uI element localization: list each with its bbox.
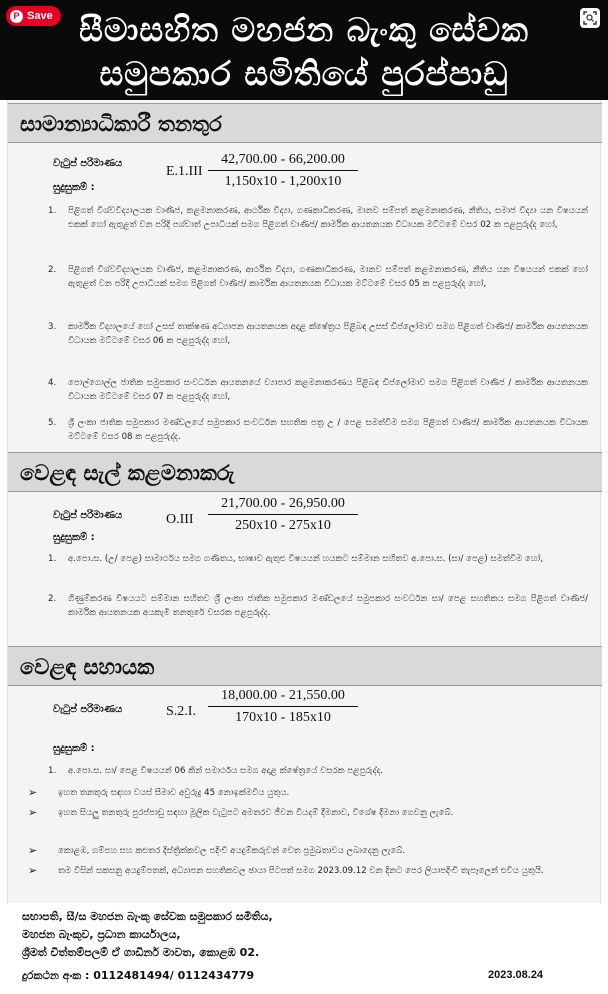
section-shop-manager [8, 452, 602, 492]
pinterest-icon: P [10, 10, 23, 23]
salary-fraction [208, 152, 358, 190]
header-banner [0, 0, 608, 100]
salary-increments: 170x10 - 185x10 [235, 710, 331, 725]
item-number: 1. [48, 554, 57, 564]
headline-line-1: සීමාසහිත මහජන බැංකු සේවක [79, 10, 529, 49]
arrow-bullet-icon: ➢ [28, 786, 38, 799]
section-general-manager [8, 103, 602, 143]
note-text: ඉහත තනතුරු සඳහා වයස් සීමාව අවුරුදු 45 නොඉක්මවිය යුතුය. [58, 788, 290, 798]
item-number: 1. [48, 766, 57, 776]
item-number: 2. [48, 594, 57, 604]
list-item [48, 592, 588, 620]
list-item [48, 320, 588, 348]
qualifications-label: සුදුසුකම් : [53, 182, 95, 193]
publish-date: 2023.08.24 [488, 969, 544, 981]
address-line-3: ශ්‍රීමත් චිත්තම්පලම් ඒ ගාඩිනර් මාවත, කොළඹ 02. [22, 946, 260, 959]
item-number: 2. [48, 265, 57, 275]
salary-scale-label: වැටුප් පරිමාණය [53, 704, 123, 715]
salary-fraction [208, 496, 358, 534]
salary-range: 18,000.00 - 21,550.00 [208, 688, 358, 707]
arrow-bullet-icon: ➢ [28, 864, 38, 877]
arrow-bullet-icon: ➢ [28, 844, 38, 857]
salary-grade: S.2.I. [166, 704, 196, 719]
salary-scale-label: වැටුප් පරිමාණය [53, 510, 123, 521]
item-text: අ.පො.ස. සා/ පෙළ විෂයයන් 06 කින් සමාර්ථය සමග අදාළ ක්ෂේත්‍රයේ වසරක පළපුරුද්ද. [68, 766, 384, 776]
note-item [28, 864, 590, 878]
save-label: Save [27, 10, 53, 22]
note-item [28, 806, 590, 820]
note-item [28, 786, 590, 800]
section-title: වෙළඳ සැල් කළමනාකරු [20, 461, 235, 485]
section-title: සාමාන්‍යාධිකාරී තනතුර [20, 112, 222, 136]
vacancy-content [7, 100, 601, 903]
list-item [48, 416, 588, 444]
note-item [28, 844, 590, 858]
note-text: ඉහත සියලු තනතුරු පුරප්පාඩු සඳහා මූලික වැටුපට අමතරව ජීවන වියදම් දීමනාව, විශේෂ දීමනා ගෙවනු ලැබේ. [58, 808, 454, 818]
arrow-bullet-icon: ➢ [28, 806, 38, 819]
salary-scale-label: වැටුප් පරිමාණය [53, 158, 123, 169]
item-text: පිළිගත් විශ්වවිද්‍යාලයක වාණිජ, කළමනාකරණ, ආර්ථික විද්‍යා, ගණකාධිකරණ, මානව සම්පත් කළමනාකරණ, නීතිය, සමාජ විද්‍යා යන විෂයයන් එකක් හෝ ඇතුළත් වන පරිදි පශ්චාත් උපාධියක් සමග පිළිගත් වාණිජ/ කාර්මික ආයතනයක විධායක මට්ටමේ වසර 02 ක පළපුරුද්ද හෝ, [68, 206, 588, 230]
item-text: අ.පො.ස. (උ/ පෙළ) සාමාර්ථය සමග ගණිතය, භාෂාව ඇතුළු විෂයයන් හයකට සම්මාන සහිතව අ.පො.ස. (සා/ පෙළ) සමත්වීම හෝ, [68, 554, 544, 564]
item-number: 3. [48, 322, 57, 332]
item-number: 4. [48, 378, 57, 388]
salary-range: 42,700.00 - 66,200.00 [208, 152, 358, 171]
headline-line-2: සමුපකාර සමිතියේ පුරප්පාඩු [99, 54, 509, 93]
qualifications-label: සුදුසුකම් : [53, 532, 95, 543]
salary-range: 21,700.00 - 26,950.00 [208, 496, 358, 515]
item-text: කාර්මික විද්‍යාලයේ හෝ උසස් තාක්ෂණ අධ්‍යාපන ආයතනයක අදාළ ක්ෂේත්‍රය පිළිබඳ උසස් ඩිප්ලෝමාව සමග පිළිගත් වාණිජ/ කාර්මික ආයතනයක විධායක මට්ටමේ වසර 06 ක පළපුරුද්ද හෝ, [68, 322, 588, 346]
list-item [48, 263, 588, 291]
item-text: ශ්‍රී ලංකා ජාතික සමුපකාර මණ්ඩලයේ සමුපකාර සංවර්ධන සහතික පත්‍ර උ / පෙළ සමත්වීම සමග පිළිගත් වාණිජ/ කාර්මික ආයතනයක විධායක මට්ටමේ වසර 08 ක පළපුරුද්ද. [68, 418, 588, 442]
item-text: ගිණුම්කරණ විෂයයට සම්මාන සහිතව ශ්‍රී ලංකා ජාතික සමුපකාර මණ්ඩලයේ සමුපකාර සංවර්ධන සා/ පෙළ සහතිකය සමග පිළිගත් වාණිජ/ කාර්මික ආයතනයක අයකැමි තනතුරේ වසරක පළපුරුද්ද. [68, 594, 588, 618]
note-text: කොළඹ, ගම්පහ සහ කළුතර දිස්ත්‍රික්කවල පදිංචි අයදුම්කරුවන් වෙත ප්‍රමුඛතාවය ලබාදෙනු ලැබේ. [58, 846, 406, 856]
salary-grade: O.III [166, 512, 194, 527]
salary-increments: 250x10 - 275x10 [235, 518, 331, 533]
item-number: 1. [48, 206, 57, 216]
contact-footer [0, 903, 608, 994]
list-item [48, 552, 588, 566]
list-item [48, 376, 588, 404]
salary-increments: 1,150x10 - 1,200x10 [224, 174, 342, 189]
phone-numbers: දුරකථන අංක : 0112481494/ 0112434779 [22, 969, 255, 982]
address-line-2: මහජන බැංකුව, ප්‍රධාන කාර්යාලය, [22, 928, 181, 941]
section-sales-assistant [8, 646, 602, 686]
item-number: 5. [48, 418, 57, 428]
address-line-1: සභාපති, සී/ස මහජන බැංකු සේවක සමුපකාර සමිතිය, [22, 910, 273, 923]
salary-grade: E.1.III [166, 164, 203, 179]
salary-fraction [208, 688, 358, 726]
qualifications-label: සුදුසුකම් : [53, 743, 95, 754]
list-item [48, 764, 588, 778]
item-text: පොල්ගොල්ල ජාතික සමුපකාර සංවර්ධන ආයතනයේ ව්‍යාපාර කළමනාකරණය පිළිබඳ ඩිප්ලෝමාව සමග පිළිගත් වාණිජ / කාර්මික ආයතනයක විධායක මට්ටමේ වසර 07 ක පළපුරුද්ද හෝ, [68, 378, 588, 402]
note-text: තම විසින් සකසනු අයදුම්පතක්, අධ්‍යාපන සහතිකවල ඡායා පිටපත් සමග 2023.09.12 වන දිනට පෙර ලියාපදිංචි තැපෑලෙන් එවිය යුතුයි. [58, 866, 544, 876]
list-item [48, 204, 588, 232]
item-text: පිළිගත් විශ්වවිද්‍යාලයක වාණිජ, කළමනාකරණ, ආර්ථික විද්‍යා, ගණකාධිකරණ, මානව සම්පත් කළමනාකරණ, නීතිය යන විෂයයන් එකක් හෝ ඇතුළත් වන පරිදි උපාධියක් සමග පිළිගත් වාණිජ/ කාර්මික ආයතනයක විධායක මට්ටමේ වසර 05 ක පළපුරුද්ද හෝ, [68, 265, 588, 289]
section-title: වෙළඳ සහායක [20, 655, 155, 679]
